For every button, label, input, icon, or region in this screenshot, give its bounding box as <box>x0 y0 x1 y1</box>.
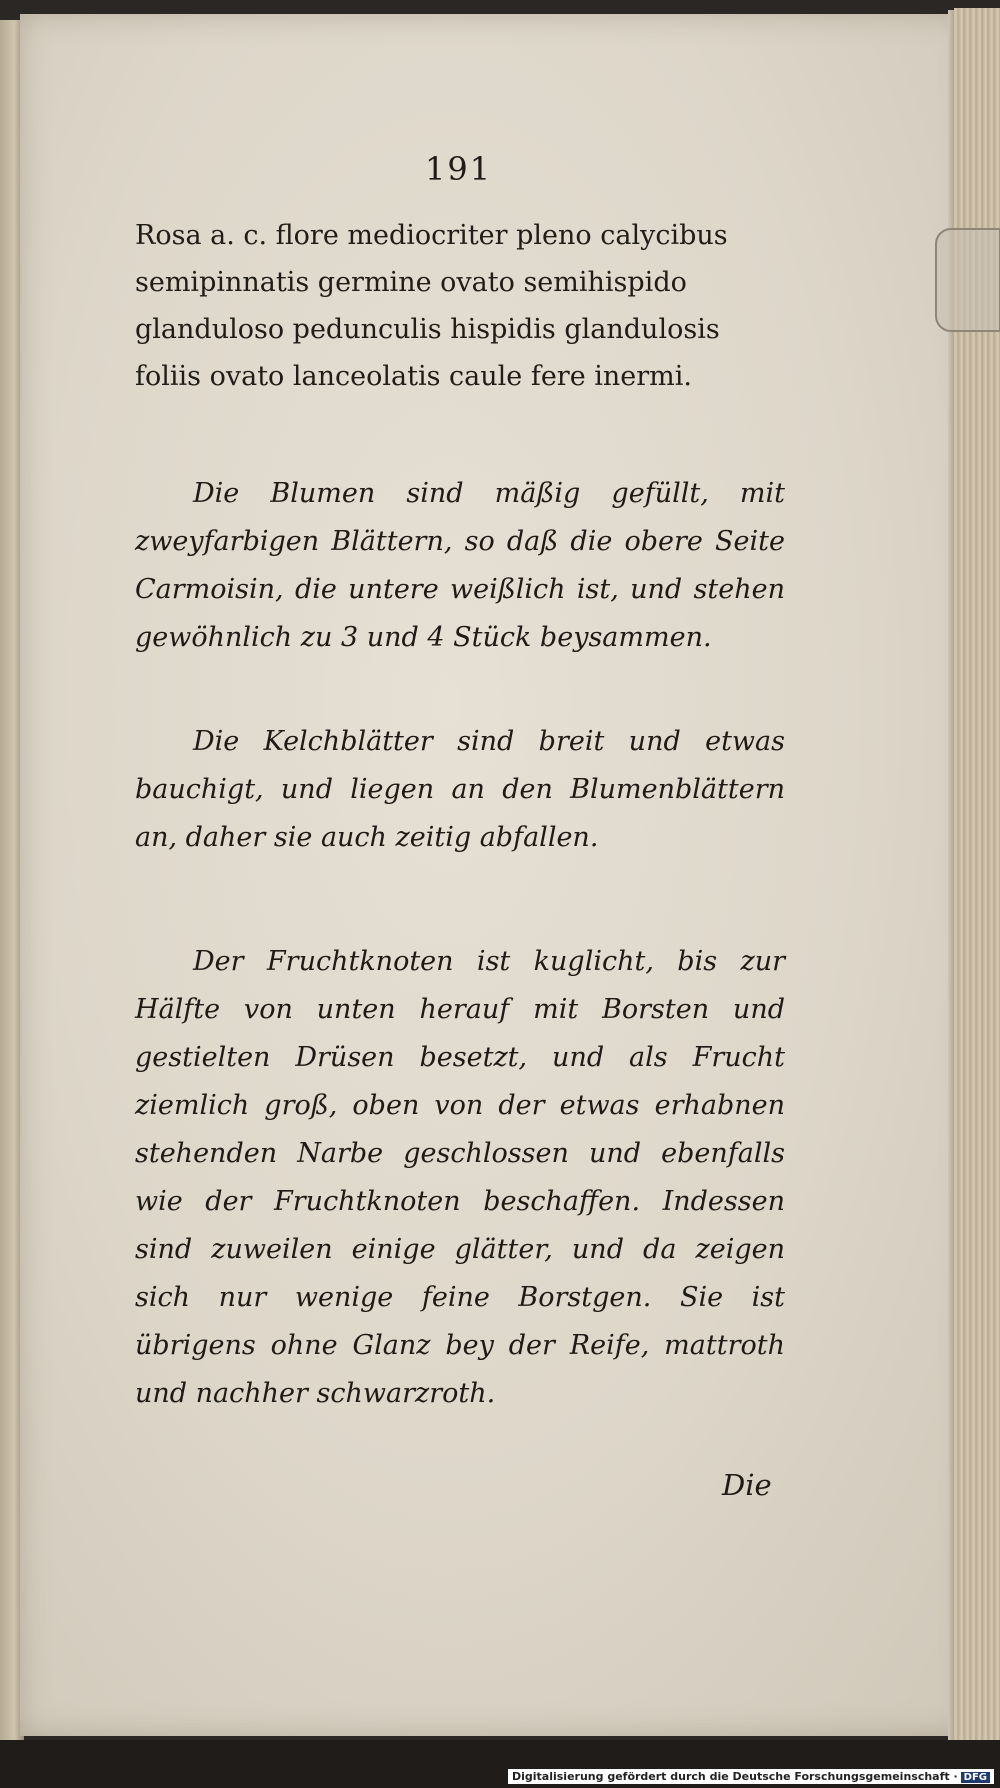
latin-description: Rosa a. c. flore mediocriter pleno calycibus semipinnatis germine ovato semihispido glanduloso pedunculis hispidis glandulosis foliis ovato lanceolatis caule fere inermi. <box>135 220 728 392</box>
dfg-logo: DFG <box>961 1772 990 1783</box>
bookmark-tab <box>935 228 1000 332</box>
catchword: Die <box>722 1468 772 1502</box>
paragraph-ovary: Der Fruchtknoten ist kuglicht, bis zur Hälfte von unten herauf mit Borsten und gestielten Drüsen besetzt, und als Frucht ziemlich groß, oben von der etwas erhabnen stehenden Narbe geschlossen und ebenfalls wie der Fruchtknoten beschaffen. Indessen sind zuweilen einige glätter, und da zeigen sich nur wenige feine Borstgen. Sie ist übrigens ohne Glanz bey der Reife, mattroth und nachher schwarzroth. <box>135 946 785 1409</box>
digitization-credit <box>508 1769 994 1784</box>
paragraph-flowers: Die Blumen sind mäßig gefüllt, mit zweyfarbigen Blättern, so daß die obere Seite Carmoisin, die untere weißlich ist, und stehen gewöhnlich zu 3 und 4 Stück beysammen. <box>135 478 785 653</box>
page-number: 191 <box>425 150 493 188</box>
paragraph-sepals: Die Kelchblätter sind breit und etwas bauchigt, und liegen an den Blumenblättern an, daher sie auch zeitig abfallen. <box>135 726 785 853</box>
credit-text: Digitalisierung gefördert durch die Deutsche Forschungsgemeinschaft · <box>511 1770 958 1783</box>
